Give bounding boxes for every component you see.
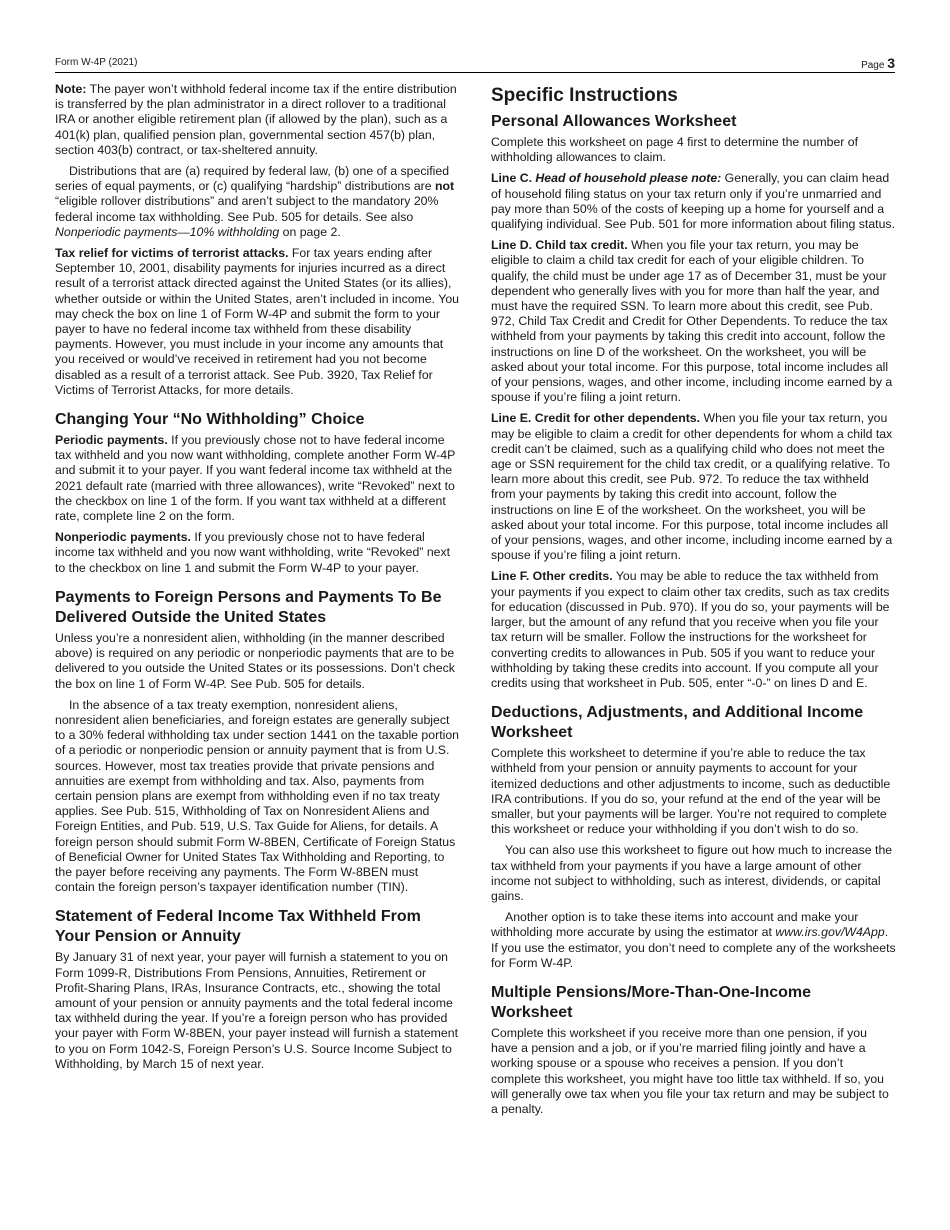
line-c-italic: Head of household please note: (532, 171, 722, 186)
periodic-paragraph (55, 433, 460, 524)
nonperiodic-lead: Nonperiodic payments. (55, 530, 191, 545)
line-f-paragraph (491, 569, 896, 691)
nonperiodic-paragraph (55, 530, 460, 576)
multiple-paragraph: Complete this worksheet if you receive more than one pension, if you have a pension and a job, or if you’re married filing jointly and have a working spouse or a spouse who receives a pension. If you don’t complete this worksheet, you might have too little tax withheld. If so, you will generally owe tax when you file your tax return and may be subject to a penalty. (491, 1025, 889, 1116)
deductions-paragraph-1: Complete this worksheet to determine if you’re able to reduce the tax withheld from your pension or annuity payments to account for your itemized deductions and other adjustments to income, such as deductible IRA contributions. If you do so, your refund at the end of the year will be smaller, but your payments will be larger. You’re not required to complete this worksheet or reduce your withholding if you don’t wish to do so. (491, 746, 891, 837)
dist-text-2: “eligible rollover distributions” and aren’t subject to the mandatory 20% federal income tax withholding. See Pub. 505 for details. See also (55, 194, 439, 224)
distributions-paragraph (55, 164, 460, 240)
heading-foreign-persons: Payments to Foreign Persons and Payments To Be Delivered Outside the United States (55, 588, 442, 626)
statement-paragraph: By January 31 of next year, your payer will furnish a statement to you on Form 1099-R, Distributions From Pensions, Annuities, Retirement or Profit-Sharing Plans, IRAs, Insurance Contracts, etc., showing the total amount of your pension or annuity payments and the total federal income tax withheld during the year. If you’re a foreign person who has provided your payer with Form W-8BEN, your payer instead will furnish a statement to you on Form 1042-S, Foreign Person’s U.S. Source Income Subject to Withholding, by March 15 of next year. (55, 950, 458, 1071)
note-paragraph (55, 82, 460, 158)
dist-text-1: Distributions that are (a) required by federal law, (b) one of a specified series of equal payments, or (c) qualifying “hardship” distributions are (55, 164, 450, 194)
periodic-lead: Periodic payments. (55, 433, 168, 448)
line-d-lead: Line D. Child tax credit. (491, 238, 628, 253)
deductions-text-3a: Another option is to take these items into account and make your withholding more accurate by using the estimator at (491, 910, 859, 940)
line-e-lead: Line E. Credit for other dependents. (491, 411, 701, 426)
form-label: Form W-4P (2021) (55, 57, 138, 68)
foreign-paragraph-2: In the absence of a tax treaty exemption, nonresident aliens, nonresident alien beneficiaries, and foreign estates are generally subject to a 30% federal withholding tax under section 1441 on the taxable portion of a periodic or nonperiodic pension or annuity payment that is from U.S. sources. However, most tax treaties provide that private pensions and annuities are exempt from withholding and tax. Also, payments from certain pension plans are exempt from withholding even if no tax treaty applies. See Pub. 515, Withholding of Tax on Nonresident Aliens and Foreign Entities, and Pub. 519, U.S. Tax Guide for Aliens, for details. A foreign person should submit Form W-8BEN, Certificate of Foreign Status of Beneficial Owner for United States Tax Withholding and Reporting, to the payer before receiving any payments. The Form W-8BEN must contain the foreign person’s taxpayer identification number (TIN). (55, 697, 460, 895)
deductions-paragraph-3 (491, 910, 896, 971)
heading-specific-instructions: Specific Instructions (491, 85, 678, 106)
heading-multiple-pensions: Multiple Pensions/More-Than-One-Income Worksheet (491, 983, 812, 1021)
line-c-paragraph (491, 171, 896, 232)
dist-text-3: on page 2. (279, 224, 341, 239)
personal-paragraph: Complete this worksheet on page 4 first to determine the number of withholding allowances to claim. (491, 135, 859, 165)
dist-bold: not (435, 179, 455, 194)
heading-deductions: Deductions, Adjustments, and Additional Income Worksheet (491, 704, 864, 742)
nonperiodic-text: If you previously chose not to have federal income tax withheld and you now want withholding, write “Revoked” next to the checkbox on line 1 and submit the Form W-4P to your payer. (55, 530, 451, 575)
heading-personal-allowances: Personal Allowances Worksheet (491, 113, 737, 130)
foreign-paragraph-1: Unless you’re a nonresident alien, withholding (in the manner described above) is required on any periodic or nonperiodic payments that are to be delivered to you outside the United States or its possessions. Don’t check the box on line 1 of Form W-4P. See Pub. 505 for details. (55, 630, 455, 691)
periodic-text: If you previously chose not to have federal income tax withheld and you now want withholding, complete another Form W-4P and submit it to your payer. If you want federal income tax withheld at the 2021 default rate (married with three allowances), write “Revoked” next to the checkbox on line 1 of the form. If you want tax withheld at a different rate, complete line 2 on the form. (55, 433, 456, 524)
line-f-lead: Line F. Other credits. (491, 569, 613, 584)
line-e-paragraph (491, 411, 896, 563)
deductions-paragraph-2: You can also use this worksheet to figure out how much to increase the tax withheld from your payments if you have a large amount of other income not subject to withholding, such as interest, dividends, or capital gains. (491, 843, 893, 903)
terror-paragraph (55, 246, 460, 398)
page-indicator (861, 55, 895, 71)
note-text: The payer won’t withhold federal income tax if the entire distribution is transferred by the plan administrator in a direct rollover to a traditional IRA or another eligible retirement plan (if allowed by the plan), such as a 401(k) plan, qualified pension plan, governmental section 457(b) plan, section 403(b) contract, or tax-sheltered annuity. (55, 82, 457, 157)
dist-italic: Nonperiodic payments—10% withholding (55, 224, 280, 239)
page-header (55, 52, 895, 73)
page-number: 3 (887, 55, 895, 71)
right-column (491, 82, 896, 1123)
terror-text: For tax years ending after September 10, 2001, disability payments for injuries incurred as a direct result of a terrorist attack directed against the United States (or its allies), whether outside or within the United States, aren’t included in income. You may check the box on line 1 of Form W-4P and submit the form to your payer to have no federal income tax withheld from these disability payments. However, you must include in your income any amounts that you received or would’ve received in retirement had you not become disabled as a result of a terrorist attack. See Pub. 3920, Tax Relief for Victims of Terrorist Attacks, for more details. (55, 246, 459, 397)
terror-lead: Tax relief for victims of terrorist attacks. (55, 246, 289, 261)
line-e-text: When you file your tax return, you may be eligible to claim a credit for other dependents for whom a child tax credit can’t be claimed, such as a qualifying child who does not meet the age or SSN requirement for the child tax credit, or a qualifying relative. To learn more about this credit, see Pub. 972. To reduce the tax withheld from your payments by taking this credit into account, follow the instructions on line E of the worksheet. On the worksheet, you will be asked about your total income. For this purpose, total income includes all of your pensions, wages, and other income, including income earned by a spouse if you’re filing a joint return. (491, 411, 893, 563)
heading-changing-choice: Changing Your “No Withholding” Choice (55, 411, 365, 429)
note-lead: Note: (55, 82, 87, 96)
line-f-text: You may be able to reduce the tax withheld from your payments if you expect to claim other tax credits, such as tax credits for education (discussed in Pub. 970). If you do so, your payments will be larger, but the amount of any refund that you receive when you file your tax return will be smaller. Follow the instructions for the worksheet for converting credits to allowances in Pub. 505 if you want to reduce your withholding by taking these credits into account. If you compute all your credits using that worksheet in Pub. 505, enter “-0-” on lines D and E. (491, 569, 890, 690)
line-c-lead: Line C. (491, 171, 532, 186)
heading-statement: Statement of Federal Income Tax Withheld From Your Pension or Annuity (55, 908, 421, 946)
line-d-paragraph (491, 238, 896, 405)
deductions-text-3b: . If you use the estimator, you don’t need to complete any of the worksheets for Form W-4P. (491, 925, 896, 970)
estimator-link[interactable]: www.irs.gov/W4App (775, 925, 885, 940)
page-label: Page (861, 60, 885, 71)
line-d-text: When you file your tax return, you may be eligible to claim a child tax credit for each of your eligible children. To qualify, the child must be under age 17 as of December 31, must be your dependent who generally lives with you for more than half the year, and must have the required SSN. To learn more about this credit, see Pub. 972, Child Tax Credit and Credit for Other Dependents. To reduce the tax withheld from your payments by taking this credit into account, follow the instructions on line D of the worksheet. On the worksheet, you will be asked about your total income. For this purpose, total income includes all of your pensions, wages, and other income, including income earned by a spouse if you’re filing a joint return. (491, 238, 893, 405)
line-c-text: Generally, you can claim head of household filing status on your tax return only if you’re unmarried and pay more than 50% of the costs of keeping up a home for yourself and a qualifying individual. See Pub. 501 for more information about filing status. (491, 171, 895, 232)
left-column (55, 82, 460, 1078)
